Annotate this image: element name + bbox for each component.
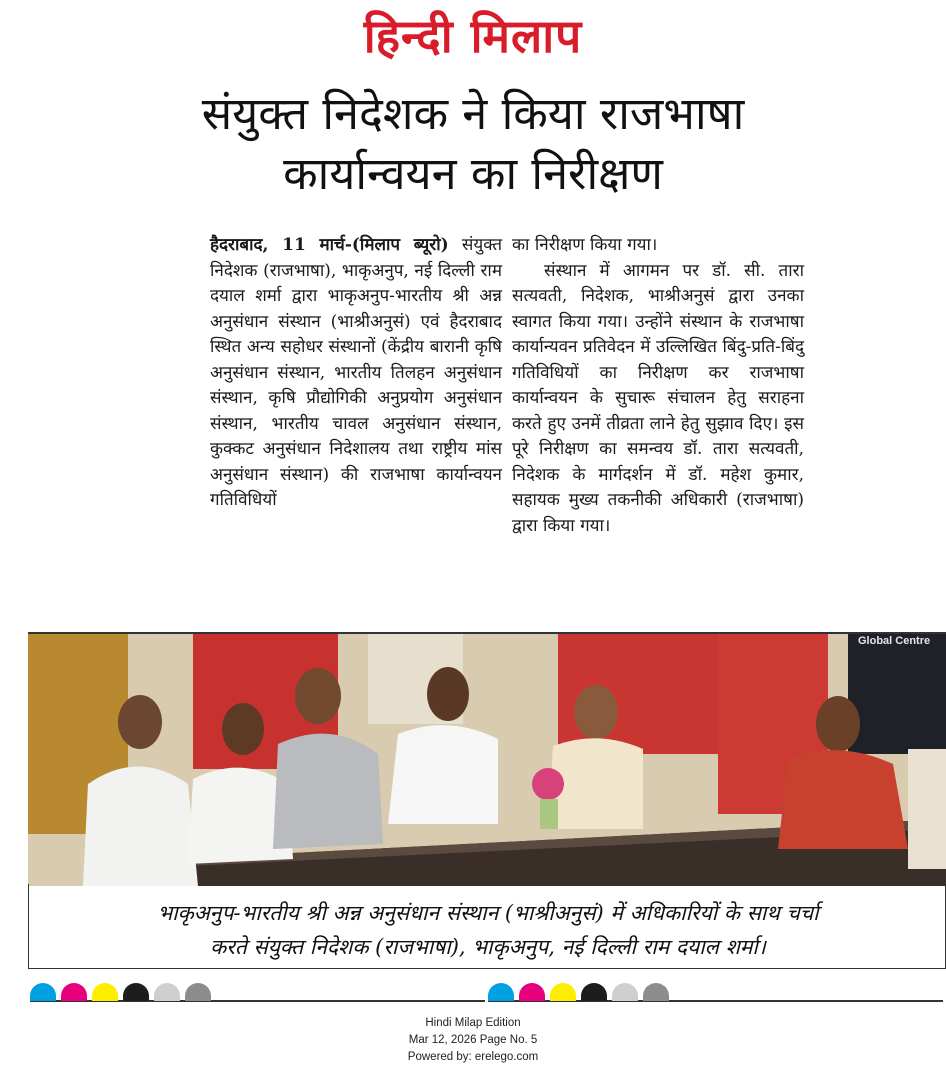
- registration-dot: [123, 983, 149, 1001]
- footer-edition: Hindi Milap Edition: [425, 1017, 521, 1029]
- masthead: हिन्दी मिलाप: [363, 9, 583, 63]
- footer-powered-by: Powered by: erelego.com: [407, 1051, 539, 1063]
- registration-dot: [581, 983, 607, 1001]
- registration-dot: [30, 983, 56, 1001]
- registration-dot: [488, 983, 514, 1001]
- registration-dot: [154, 983, 180, 1001]
- headline-line-2: कार्यान्वयन का निरीक्षण: [283, 147, 663, 200]
- meeting-photo-illustration: [28, 634, 946, 886]
- article-paragraph-2: संस्थान में आगमन पर डॉ. सी. तारा सत्यवती, निदेशक, भाश्रीअनुसं द्वारा उनका स्वागत किया गया। उन्होंने संस्थान के राजभाषा कार्यान्यवन प्रतिवेदन में उल्लिखित बिंदु-प्रति-बिंदु गतिविधियों का निरीक्षण कर राजभाषा कार्यान्वयन के सुचारू संचालन हेतु सराहना करते हुए उनमें तीव्रता लाने हेतु सुझाव दिए। इस पूरे निरीक्षण का समन्वय डॉ. तारा सत्यवती, निदेशक के मार्गदर्शन में डॉ. महेश कुमार, सहायक मुख्य तकनीकी अधिकारी (राजभाषा) द्वारा किया गया।: [512, 260, 804, 536]
- registration-dots-center: [488, 983, 674, 1001]
- registration-dot: [550, 983, 576, 1001]
- caption-line-1: भाकृअनुप-भारतीय श्री अन्न अनुसंधान संस्थान (भाश्रीअनुसं) में अधिकारियों के साथ चर्चा: [157, 901, 819, 925]
- article-column-right: [512, 233, 804, 539]
- photo-caption: [40, 896, 936, 964]
- registration-dot: [185, 983, 211, 1001]
- caption-line-2: करते संयुक्त निदेशक (राजभाषा), भाकृअनुप, नई दिल्ली राम दयाल शर्मा।: [210, 935, 766, 959]
- registration-dots-left: [30, 983, 216, 1001]
- article-paragraph-1-continued: का निरीक्षण किया गया।: [512, 235, 658, 255]
- headline: [120, 84, 826, 204]
- registration-dot: [643, 983, 669, 1001]
- edition-footer: [0, 1015, 946, 1066]
- dateline: हैदराबाद, 11 मार्च-(मिलाप ब्यूरो): [210, 235, 449, 255]
- registration-dot: [519, 983, 545, 1001]
- registration-dot: [612, 983, 638, 1001]
- article-column-left: [210, 233, 502, 514]
- headline-line-1: संयुक्त निदेशक ने किया राजभाषा: [201, 87, 745, 140]
- news-photo: [28, 632, 946, 886]
- footer-date-page: Mar 12, 2026 Page No. 5: [408, 1034, 538, 1046]
- article-paragraph-1: संयुक्त निदेशक (राजभाषा), भाकृअनुप, नई दिल्ली राम दयाल शर्मा द्वारा भाकृअनुप-भारतीय श्री अन्न अनुसंधान संस्थान (भाश्रीअनुसं) एवं हैदराबाद स्थित अन्य सहोधर संस्थानों (केंद्रीय बारानी कृषि अनुसंधान संस्थान, भारतीय तिलहन अनुसंधान संस्थान, कृषि प्रौद्योगिकी अनुप्रयोग अनुसंधान संस्थान, भारतीय चावल अनुसंधान संस्थान, कुक्कट अनुसंधान निदेशालय तथा राष्ट्रीय मांस अनुसंधान संस्थान) की राजभाषा कार्यान्वयन गतिविधियों: [210, 235, 503, 510]
- registration-dot: [92, 983, 118, 1001]
- registration-dot: [61, 983, 87, 1001]
- wall-sign: Global Centre: [858, 635, 931, 647]
